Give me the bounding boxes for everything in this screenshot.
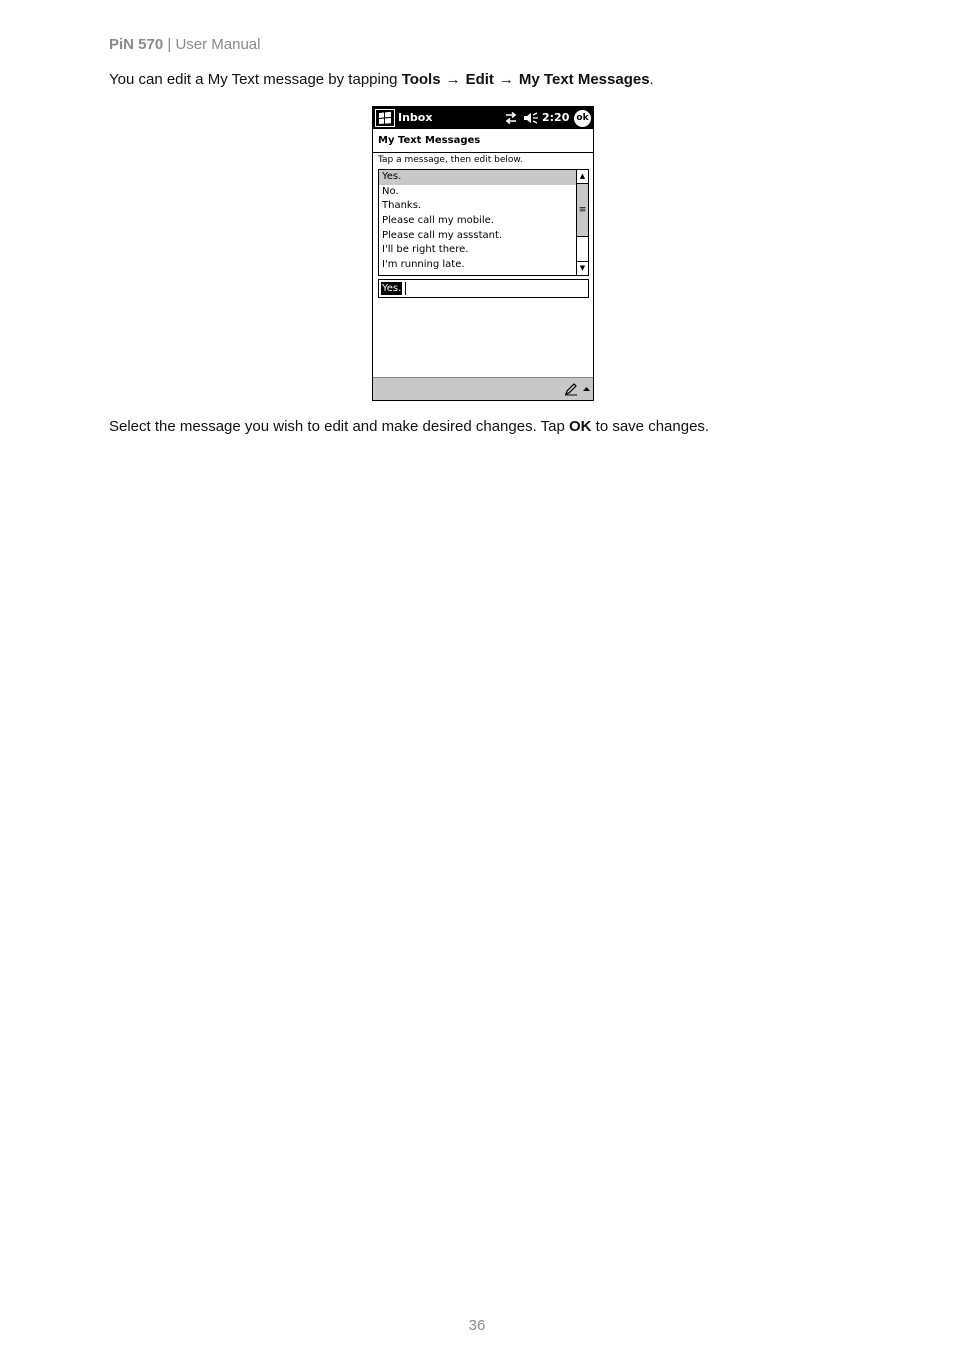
product-name: PiN 570 bbox=[109, 36, 164, 53]
divider bbox=[373, 152, 593, 153]
instructions-after: to save changes. bbox=[591, 418, 710, 435]
list-item[interactable]: I'll be right there. bbox=[382, 244, 469, 256]
sip-arrow-icon[interactable] bbox=[582, 382, 591, 396]
list-item[interactable]: Please call my assstant. bbox=[382, 229, 503, 241]
path-edit: Edit bbox=[465, 71, 494, 88]
scroll-up-icon[interactable]: ▲ bbox=[577, 170, 588, 184]
clock[interactable]: 2:20 bbox=[542, 111, 570, 124]
list-item[interactable]: Please call my mobile. bbox=[382, 215, 494, 227]
instructions-before: Select the message you wish to edit and make desired changes. Tap bbox=[109, 418, 569, 435]
header-separator: | bbox=[163, 36, 176, 53]
screen-instruction: Tap a message, then edit below. bbox=[378, 155, 523, 165]
path-my-text-messages: My Text Messages bbox=[518, 71, 650, 88]
arrow-icon: → bbox=[445, 71, 461, 88]
scrollbar[interactable] bbox=[576, 170, 588, 275]
list-item[interactable]: Thanks. bbox=[382, 200, 422, 212]
list-item[interactable]: No. bbox=[382, 185, 399, 197]
page-header bbox=[109, 36, 260, 53]
device-screenshot bbox=[372, 106, 594, 401]
scroll-down-icon[interactable]: ▼ bbox=[577, 261, 588, 275]
edit-field-value: Yes. bbox=[382, 283, 402, 294]
app-title: Inbox bbox=[398, 111, 433, 124]
menu-bar bbox=[373, 377, 593, 401]
windows-start-icon[interactable] bbox=[375, 109, 395, 127]
sync-icon[interactable] bbox=[504, 111, 518, 125]
intro-end: . bbox=[649, 71, 654, 88]
screen-heading: My Text Messages bbox=[378, 135, 481, 146]
message-edit-field[interactable] bbox=[378, 279, 589, 298]
ok-label: OK bbox=[569, 418, 592, 435]
text-caret bbox=[405, 282, 406, 295]
list-item[interactable]: Yes. bbox=[379, 170, 576, 185]
scroll-thumb[interactable]: ≡ bbox=[577, 184, 588, 237]
intro-paragraph bbox=[109, 71, 654, 88]
list-item[interactable]: I'm running late. bbox=[382, 259, 465, 271]
speaker-icon[interactable] bbox=[523, 111, 539, 125]
path-tools: Tools bbox=[401, 71, 441, 88]
arrow-icon: → bbox=[498, 71, 514, 88]
page-number: 36 bbox=[468, 1317, 486, 1334]
ok-button[interactable]: ok bbox=[574, 110, 591, 127]
instructions-paragraph bbox=[109, 418, 709, 435]
section-name: User Manual bbox=[175, 36, 261, 53]
message-list-items bbox=[379, 170, 576, 273]
intro-text: You can edit a My Text message by tapping bbox=[109, 71, 402, 88]
message-list[interactable] bbox=[378, 169, 589, 276]
title-bar bbox=[373, 107, 593, 129]
pen-icon[interactable] bbox=[564, 382, 578, 396]
